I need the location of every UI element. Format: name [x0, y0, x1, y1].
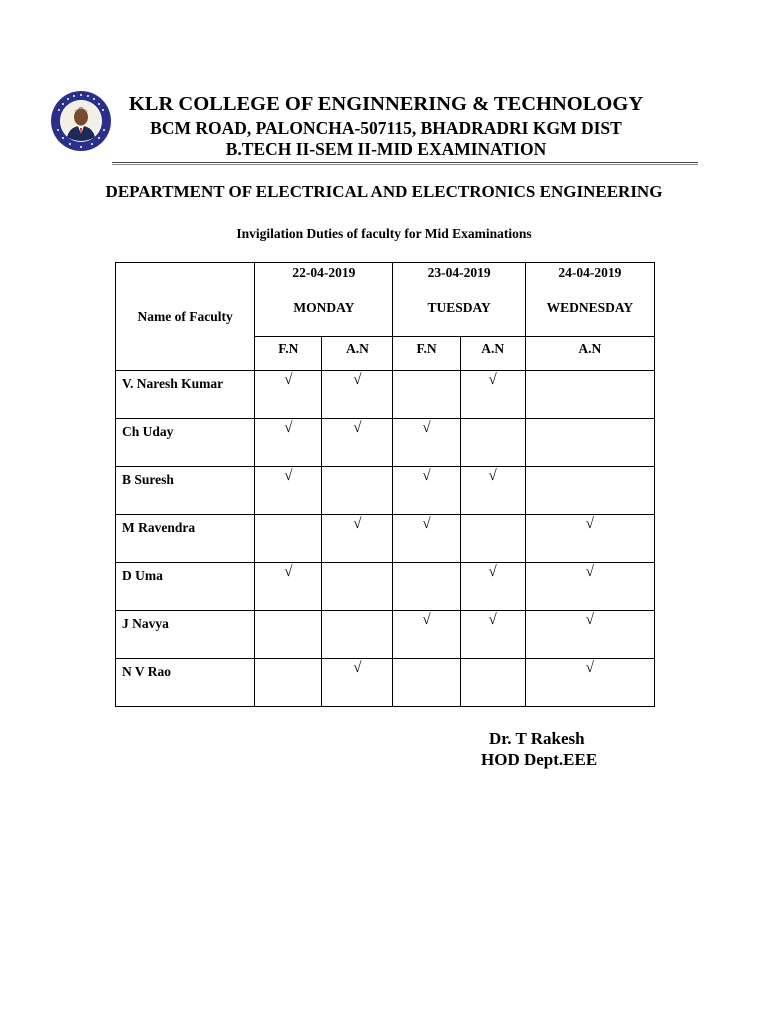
table-header-row: [116, 263, 655, 337]
faculty-name: N V Rao: [116, 659, 255, 707]
invigilation-table: [115, 262, 655, 707]
duty-mark: [255, 611, 322, 659]
faculty-name: M Ravendra: [116, 515, 255, 563]
day-weekday: TUESDAY: [427, 300, 491, 315]
table-row: [116, 659, 655, 707]
duty-mark: √: [322, 371, 393, 419]
duty-mark: √: [393, 419, 460, 467]
session-header: A.N: [322, 337, 393, 371]
day-date: 24-04-2019: [558, 265, 622, 280]
header-divider: [112, 162, 698, 165]
duty-mark: √: [255, 467, 322, 515]
duty-mark: √: [322, 659, 393, 707]
faculty-name: V. Naresh Kumar: [116, 371, 255, 419]
duty-mark: √: [525, 515, 654, 563]
table-row: [116, 467, 655, 515]
day-date: 23-04-2019: [427, 265, 491, 280]
college-name: KLR COLLEGE OF ENGINNERING & TECHNOLOGY: [128, 93, 644, 115]
duty-mark: [525, 467, 654, 515]
duty-mark: [322, 611, 393, 659]
table-row: [116, 419, 655, 467]
duty-mark: √: [460, 467, 525, 515]
session-header: F.N: [393, 337, 460, 371]
session-header: A.N: [460, 337, 525, 371]
duty-mark: [322, 563, 393, 611]
day-header-wednesday: [525, 263, 654, 337]
duty-mark: √: [460, 611, 525, 659]
duty-mark: √: [525, 659, 654, 707]
department-title: DEPARTMENT OF ELECTRICAL AND ELECTRONICS ENGINEERING: [105, 182, 663, 201]
duty-mark: [460, 659, 525, 707]
session-header: A.N: [525, 337, 654, 371]
day-weekday: MONDAY: [293, 300, 355, 315]
duty-mark: [525, 419, 654, 467]
duty-mark: √: [460, 371, 525, 419]
table-row: [116, 563, 655, 611]
signatory-name: Dr. T Rakesh: [489, 729, 585, 748]
document-subtitle: Invigilation Duties of faculty for Mid Examinations: [236, 226, 532, 241]
duty-mark: [460, 515, 525, 563]
faculty-name: Ch Uday: [116, 419, 255, 467]
duty-mark: [322, 467, 393, 515]
duty-mark: √: [322, 419, 393, 467]
duty-mark: √: [525, 611, 654, 659]
exam-title: B.TECH II-SEM II-MID EXAMINATION: [225, 139, 547, 159]
duty-mark: √: [255, 563, 322, 611]
college-address: BCM ROAD, PALONCHA-507115, BHADRADRI KGM DIST: [150, 118, 622, 138]
duty-mark: √: [525, 563, 654, 611]
college-logo: [50, 90, 112, 152]
duty-mark: [393, 659, 460, 707]
signatory-title: HOD Dept.EEE: [481, 750, 598, 769]
duty-mark: √: [393, 515, 460, 563]
table-row: [116, 371, 655, 419]
duty-mark: √: [255, 371, 322, 419]
table-row: [116, 515, 655, 563]
day-weekday: WEDNESDAY: [546, 300, 634, 315]
faculty-name: J Navya: [116, 611, 255, 659]
day-header-tuesday: [393, 263, 525, 337]
duty-mark: [393, 371, 460, 419]
day-header-monday: [255, 263, 393, 337]
duty-mark: [525, 371, 654, 419]
duty-mark: [255, 659, 322, 707]
duty-mark: [255, 515, 322, 563]
duty-mark: [393, 563, 460, 611]
day-date: 22-04-2019: [292, 265, 356, 280]
duty-mark: √: [255, 419, 322, 467]
faculty-name: B Suresh: [116, 467, 255, 515]
duty-mark: [460, 419, 525, 467]
college-logo-icon: [50, 90, 112, 152]
faculty-name: D Uma: [116, 563, 255, 611]
duty-mark: √: [460, 563, 525, 611]
duty-mark: √: [393, 611, 460, 659]
name-column-header: Name of Faculty: [116, 263, 255, 371]
session-header: F.N: [255, 337, 322, 371]
duty-mark: √: [322, 515, 393, 563]
duty-mark: √: [393, 467, 460, 515]
table-row: [116, 611, 655, 659]
